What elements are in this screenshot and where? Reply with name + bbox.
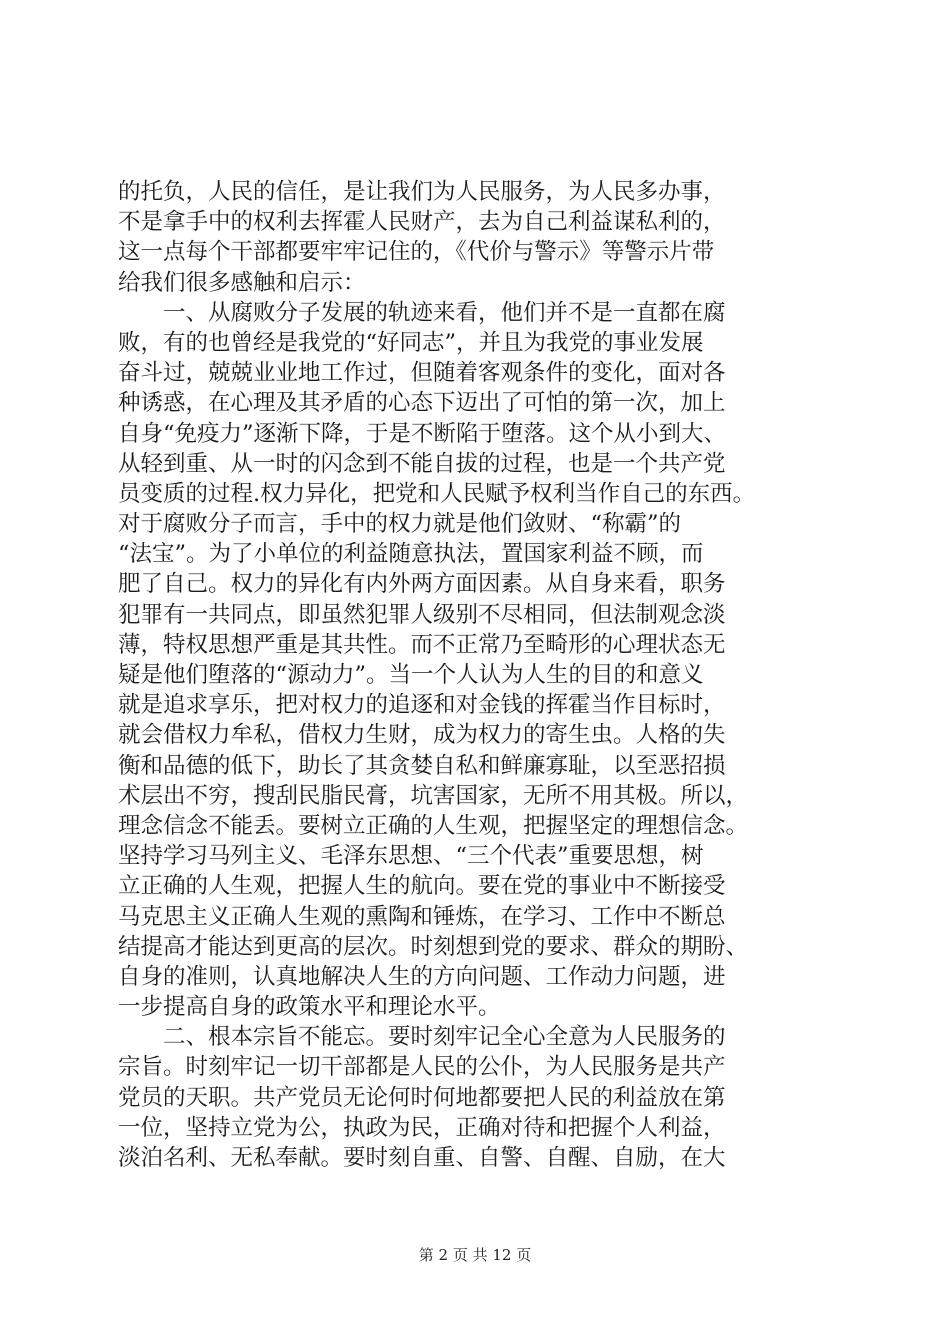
text-line: 就是追求享乐，把对权力的追逐和对金钱的挥霍当作目标时， <box>118 692 726 719</box>
text-line: 术层出不穷，搜刮民脂民膏，坑害国家，无所不用其极。所以， <box>118 782 749 809</box>
text-line: “法宝”。为了小单位的利益随意执法，置国家利益不顾，而 <box>118 541 704 568</box>
text-line: 就会借权力牟私，借权力生财，成为权力的寄生虫。人格的失 <box>118 722 726 749</box>
text-line: 犯罪有一共同点，即虽然犯罪人级别不尽相同，但法制观念淡 <box>118 601 726 628</box>
text-line: 奋斗过，兢兢业业地工作过，但随着客观条件的变化，面对各 <box>118 360 726 387</box>
body-text <box>118 177 838 1173</box>
text-line: 种诱惑，在心理及其矛盾的心态下迈出了可怕的第一次，加上 <box>118 390 726 417</box>
text-line: 衡和品德的低下，助长了其贪婪自私和鲜廉寡耻，以至恶招损 <box>118 752 726 779</box>
text-line: 一步提高自身的政策水平和理论水平。 <box>118 994 501 1021</box>
page-footer: 第 2 页 共 12 页 <box>418 1246 532 1264</box>
text-line: 给我们很多感触和启示： <box>118 269 366 296</box>
text-line: 肥了自己。权力的异化有内外两方面因素。从自身来看，职务 <box>118 571 726 598</box>
text-line: 宗旨。时刻牢记一切干部都是人民的公仆，为人民服务是共产 <box>118 1054 726 1081</box>
text-line: 二、根本宗旨不能忘。要时刻牢记全心全意为人民服务的 <box>118 1024 726 1051</box>
text-line: 员变质的过程.权力异化，把党和人民赋予权利当作自己的东西。 <box>118 480 756 507</box>
text-line: 理念信念不能丢。要树立正确的人生观，把握坚定的理想信念。 <box>118 812 749 839</box>
text-line: 从轻到重、从一时的闪念到不能自拔的过程，也是一个共产党 <box>118 450 726 477</box>
text-line: 疑是他们堕落的“源动力”。当一个人认为人生的目的和意义 <box>118 662 704 688</box>
text-line: 立正确的人生观，把握人生的航向。要在党的事业中不断接受 <box>118 873 726 900</box>
text-line: 结提高才能达到更高的层次。时刻想到党的要求、群众的期盼、 <box>118 933 749 960</box>
text-line: 自身的准则，认真地解决人生的方向问题、工作动力问题，进 <box>118 963 726 990</box>
text-line: 薄，特权思想严重是其共性。而不正常乃至畸形的心理状态无 <box>118 631 726 658</box>
text-line: 党员的天职。共产党员无论何时何地都要把人民的利益放在第 <box>118 1084 726 1111</box>
text-line: 的托负，人民的信任，是让我们为人民服务，为人民多办事， <box>118 179 726 205</box>
text-line: 对于腐败分子而言，手中的权力就是他们敛财、“称霸”的 <box>118 511 682 538</box>
text-line: 这一点每个干部都要牢牢记住的，《代价与警示》等警示片带 <box>118 239 715 266</box>
text-line: 一、从腐败分子发展的轨迹来看，他们并不是一直都在腐 <box>118 299 726 326</box>
text-line: 一位，坚持立党为公，执政为民，正确对待和把握个人利益， <box>118 1114 726 1141</box>
text-line: 淡泊名利、无私奉献。要时刻自重、自警、自醒、自励，在大 <box>118 1145 726 1171</box>
text-line: 马克思主义正确人生观的熏陶和锤炼，在学习、工作中不断总 <box>118 903 726 930</box>
text-line: 不是拿手中的权利去挥霍人民财产，去为自己利益谋私利的， <box>118 209 726 236</box>
text-line: 败，有的也曾经是我党的“好同志”，并且为我党的事业发展 <box>118 329 704 356</box>
text-line: 自身“免疫力”逐渐下降，于是不断陷于堕落。这个从小到大、 <box>118 420 727 447</box>
text-line: 坚持学习马列主义、毛泽东思想、“三个代表”重要思想，树 <box>118 843 704 870</box>
